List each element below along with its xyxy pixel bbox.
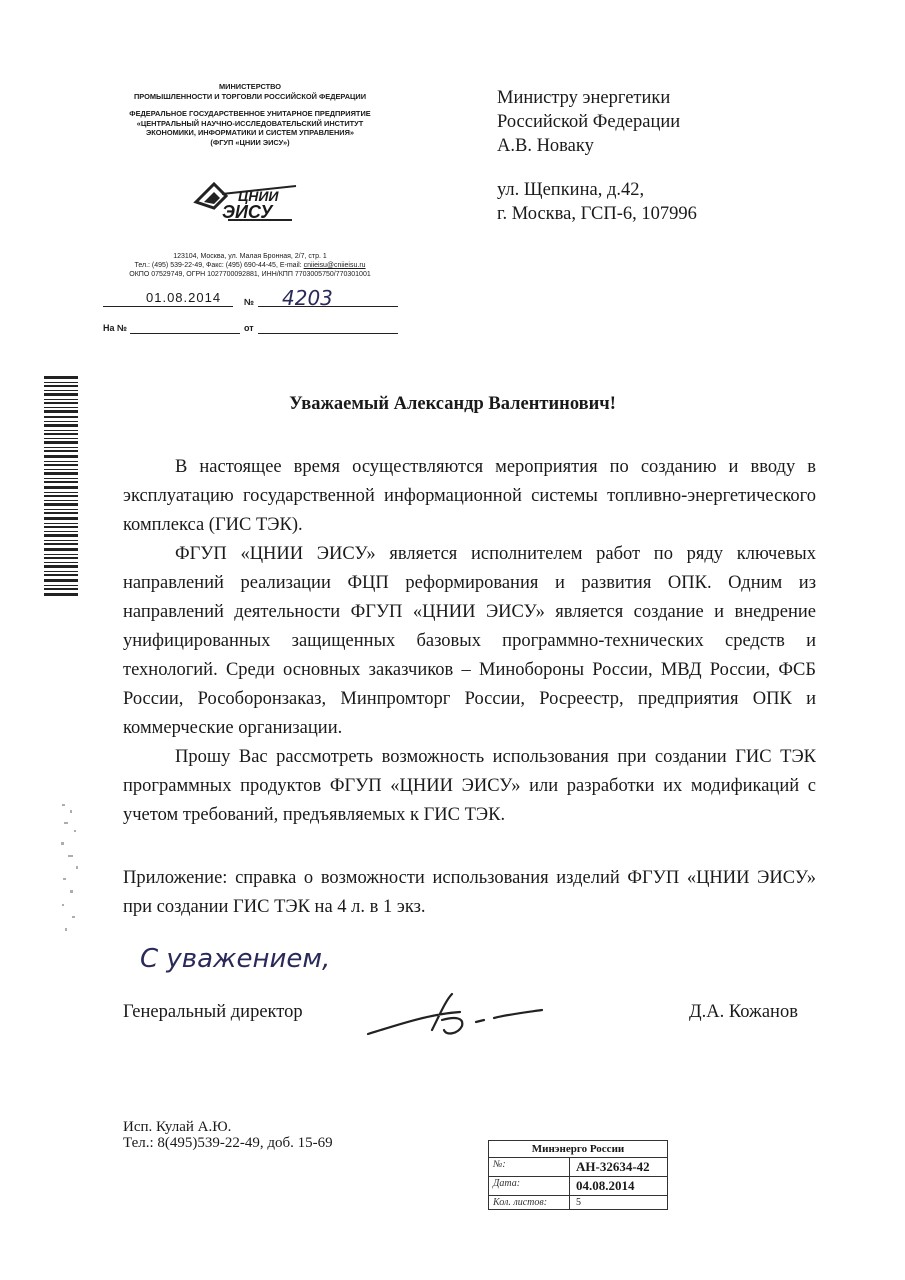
org-codes: ОКПО 07529749, ОГРН 1027700092881, ИНН/КПП 7703005750/770301001 (129, 271, 371, 278)
org-name-2: «ЦЕНТРАЛЬНЫЙ НАУЧНО-ИССЛЕДОВАТЕЛЬСКИЙ ИНСТИТУТ (136, 118, 364, 128)
org-name-3: ЭКОНОМИКИ, ИНФОРМАТИКИ И СИСТЕМ УПРАВЛЕНИЯ» (145, 128, 355, 137)
executor-phone: Тел.: 8(495)539-22-49, доб. 15-69 (123, 1135, 333, 1151)
stamp-sheets-value: 5 (576, 1197, 581, 1208)
date-line (103, 306, 233, 307)
reference-line (130, 333, 240, 334)
recipient-street: ул. Щепкина, д.42, (497, 180, 645, 200)
recipient-title: Министру энергетики (497, 88, 671, 108)
outgoing-number: 4203 (282, 286, 333, 310)
stamp-sheets-label: Кол. листов: (489, 1196, 570, 1209)
org-short-name: (ФГУП «ЦНИИ ЭИСУ») (210, 137, 290, 147)
recipient (497, 86, 680, 158)
letterhead (100, 82, 400, 147)
recipient-org: Российской Федерации (497, 112, 681, 132)
executor-name: Исп. Кулай А.Ю. (123, 1119, 232, 1135)
stamp-row-sheets (489, 1196, 667, 1209)
recipient-address (497, 178, 697, 226)
ministry-name: МИНИСТЕРСТВО (218, 82, 282, 91)
stamp-row-number (489, 1158, 667, 1177)
stamp-number-value: АН-32634-42 (576, 1159, 650, 1174)
signer-name: Д.А. Кожанов (689, 1002, 798, 1022)
signer-title: Генеральный директор (123, 1002, 303, 1022)
ministry-name-2: ПРОМЫШЛЕННОСТИ И ТОРГОВЛИ РОССИЙСКОЙ ФЕДЕРАЦИИ (133, 91, 367, 101)
stamp-row-date (489, 1177, 667, 1196)
org-phone: Тел.: (495) 539-22-49, Факс: (495) 690-44-45, E-mail: cniieisu@cniieisu.ru (134, 262, 366, 269)
recipient-name: А.В. Новаку (497, 136, 594, 156)
paragraph-1: В настоящее время осуществляются мероприятия по созданию и вводу в эксплуатацию государственной информационной системы топливно-энергетического комплекса (ГИС ТЭК). (123, 457, 816, 535)
signature-scribble-icon (360, 990, 550, 1046)
outgoing-date: 01.08.2014 (146, 290, 222, 305)
org-name-1: ФЕДЕРАЛЬНОЕ ГОСУДАРСТВЕННОЕ УНИТАРНОЕ ПРЕДПРИЯТИЕ (129, 109, 371, 118)
from-label: от (244, 323, 254, 333)
logo-text-top: ЦНИИ (238, 188, 279, 204)
org-address: 123104, Москва, ул. Малая Бронная, 2/7, стр. 1 (173, 253, 327, 260)
stamp-date-value: 04.08.2014 (576, 1178, 635, 1193)
stamp-number-label: №: (489, 1158, 570, 1176)
letterhead-contacts (100, 252, 400, 279)
recipient-city: г. Москва, ГСП-6, 107996 (497, 204, 697, 224)
from-line (258, 333, 398, 334)
paragraph-3: Прошу Вас рассмотреть возможность использования при создании ГИС ТЭК программных продуктов ФГУП «ЦНИИ ЭИСУ» или разработки их модификаций с учетом требований, предъявляемых к ГИС ТЭК. (123, 747, 816, 825)
scan-noise (58, 800, 86, 940)
stamp-date-label: Дата: (489, 1177, 570, 1195)
number-label: № (244, 297, 255, 307)
org-logo (192, 180, 302, 228)
org-email: cniieisu@cniieisu.ru (303, 262, 366, 269)
stamp-title: Минэнерго России (489, 1141, 667, 1158)
logo-text-bottom: ЭИСУ (222, 202, 273, 222)
incoming-stamp (488, 1140, 668, 1210)
paragraph-2: ФГУП «ЦНИИ ЭИСУ» является исполнителем работ по ряду ключевых направлений реализации ФЦП реформирования и развития ОПК. Одним из направлений деятельности ФГУП «ЦНИИ ЭИСУ» является создание и внедрение унифицированных защищенных базовых программно-технических средств и технологий. Среди основных заказчиков – Минобороны России, МВД России, ФСБ России, Рособоронзаказ, Минпромторг России, Росреестр, предприятия ОПК и коммерческие организации. (123, 544, 816, 738)
closing-handwritten: С уважением, (140, 944, 331, 974)
reference-label: На № (103, 323, 128, 333)
attachment-note: Приложение: справка о возможности использования изделий ФГУП «ЦНИИ ЭИСУ» при создании ГИС ТЭК на 4 л. в 1 экз. (123, 868, 816, 917)
greeting: Уважаемый Александр Валентинович! (289, 394, 616, 414)
